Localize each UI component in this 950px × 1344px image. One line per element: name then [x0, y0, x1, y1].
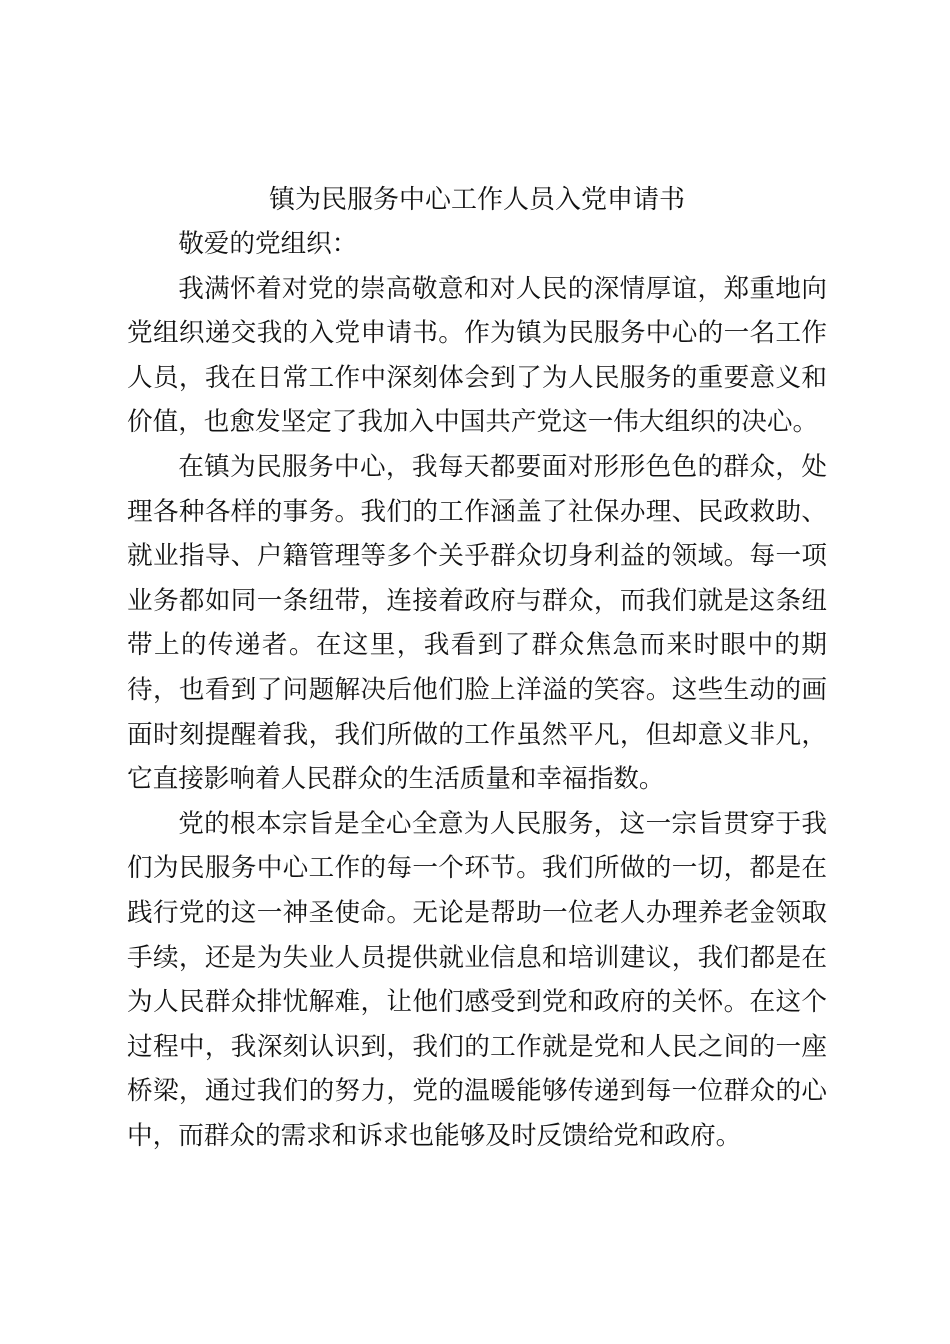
- paragraph-2: 在镇为民服务中心，我每天都要面对形形色色的群众，处理各种各样的事务。我们的工作涵盖了社保办理、民政救助、就业指导、户籍管理等多个关乎群众切身利益的领域。每一项业务都如同一条纽带，连接着政府与群众，而我们就是这条纽带上的传递者。在这里，我看到了群众焦急而来时眼中的期待，也看到了问题解决后他们脸上洋溢的笑容。这些生动的画面时刻提醒着我，我们所做的工作虽然平凡，但却意义非凡，它直接影响着人民群众的生活质量和幸福指数。: [127, 451, 827, 795]
- document-content: [127, 178, 827, 1158]
- document-title: 镇为民服务中心工作人员入党申请书: [268, 185, 685, 215]
- paragraph-3: 党的根本宗旨是全心全意为人民服务，这一宗旨贯穿于我们为民服务中心工作的每一个环节。我们所做的一切，都是在践行党的这一神圣使命。无论是帮助一位老人办理养老金领取手续，还是为失业人员提供就业信息和培训建议，我们都是在为人民群众排忧解难，让他们感受到党和政府的关怀。在这个过程中，我深刻认识到，我们的工作就是党和人民之间的一座桥梁，通过我们的努力，党的温暖能够传递到每一位群众的心中，而群众的需求和诉求也能够及时反馈给党和政府。: [127, 808, 827, 1151]
- paragraph-1: 我满怀着对党的崇高敬意和对人民的深情厚谊，郑重地向党组织递交我的入党申请书。作为镇为民服务中心的一名工作人员，我在日常工作中深刻体会到了为人民服务的重要意义和价值，也愈发坚定了我加入中国共产党这一伟大组织的决心。: [127, 273, 827, 438]
- salutation: 敬爱的党组织：: [178, 229, 358, 259]
- document-body: [127, 222, 827, 1158]
